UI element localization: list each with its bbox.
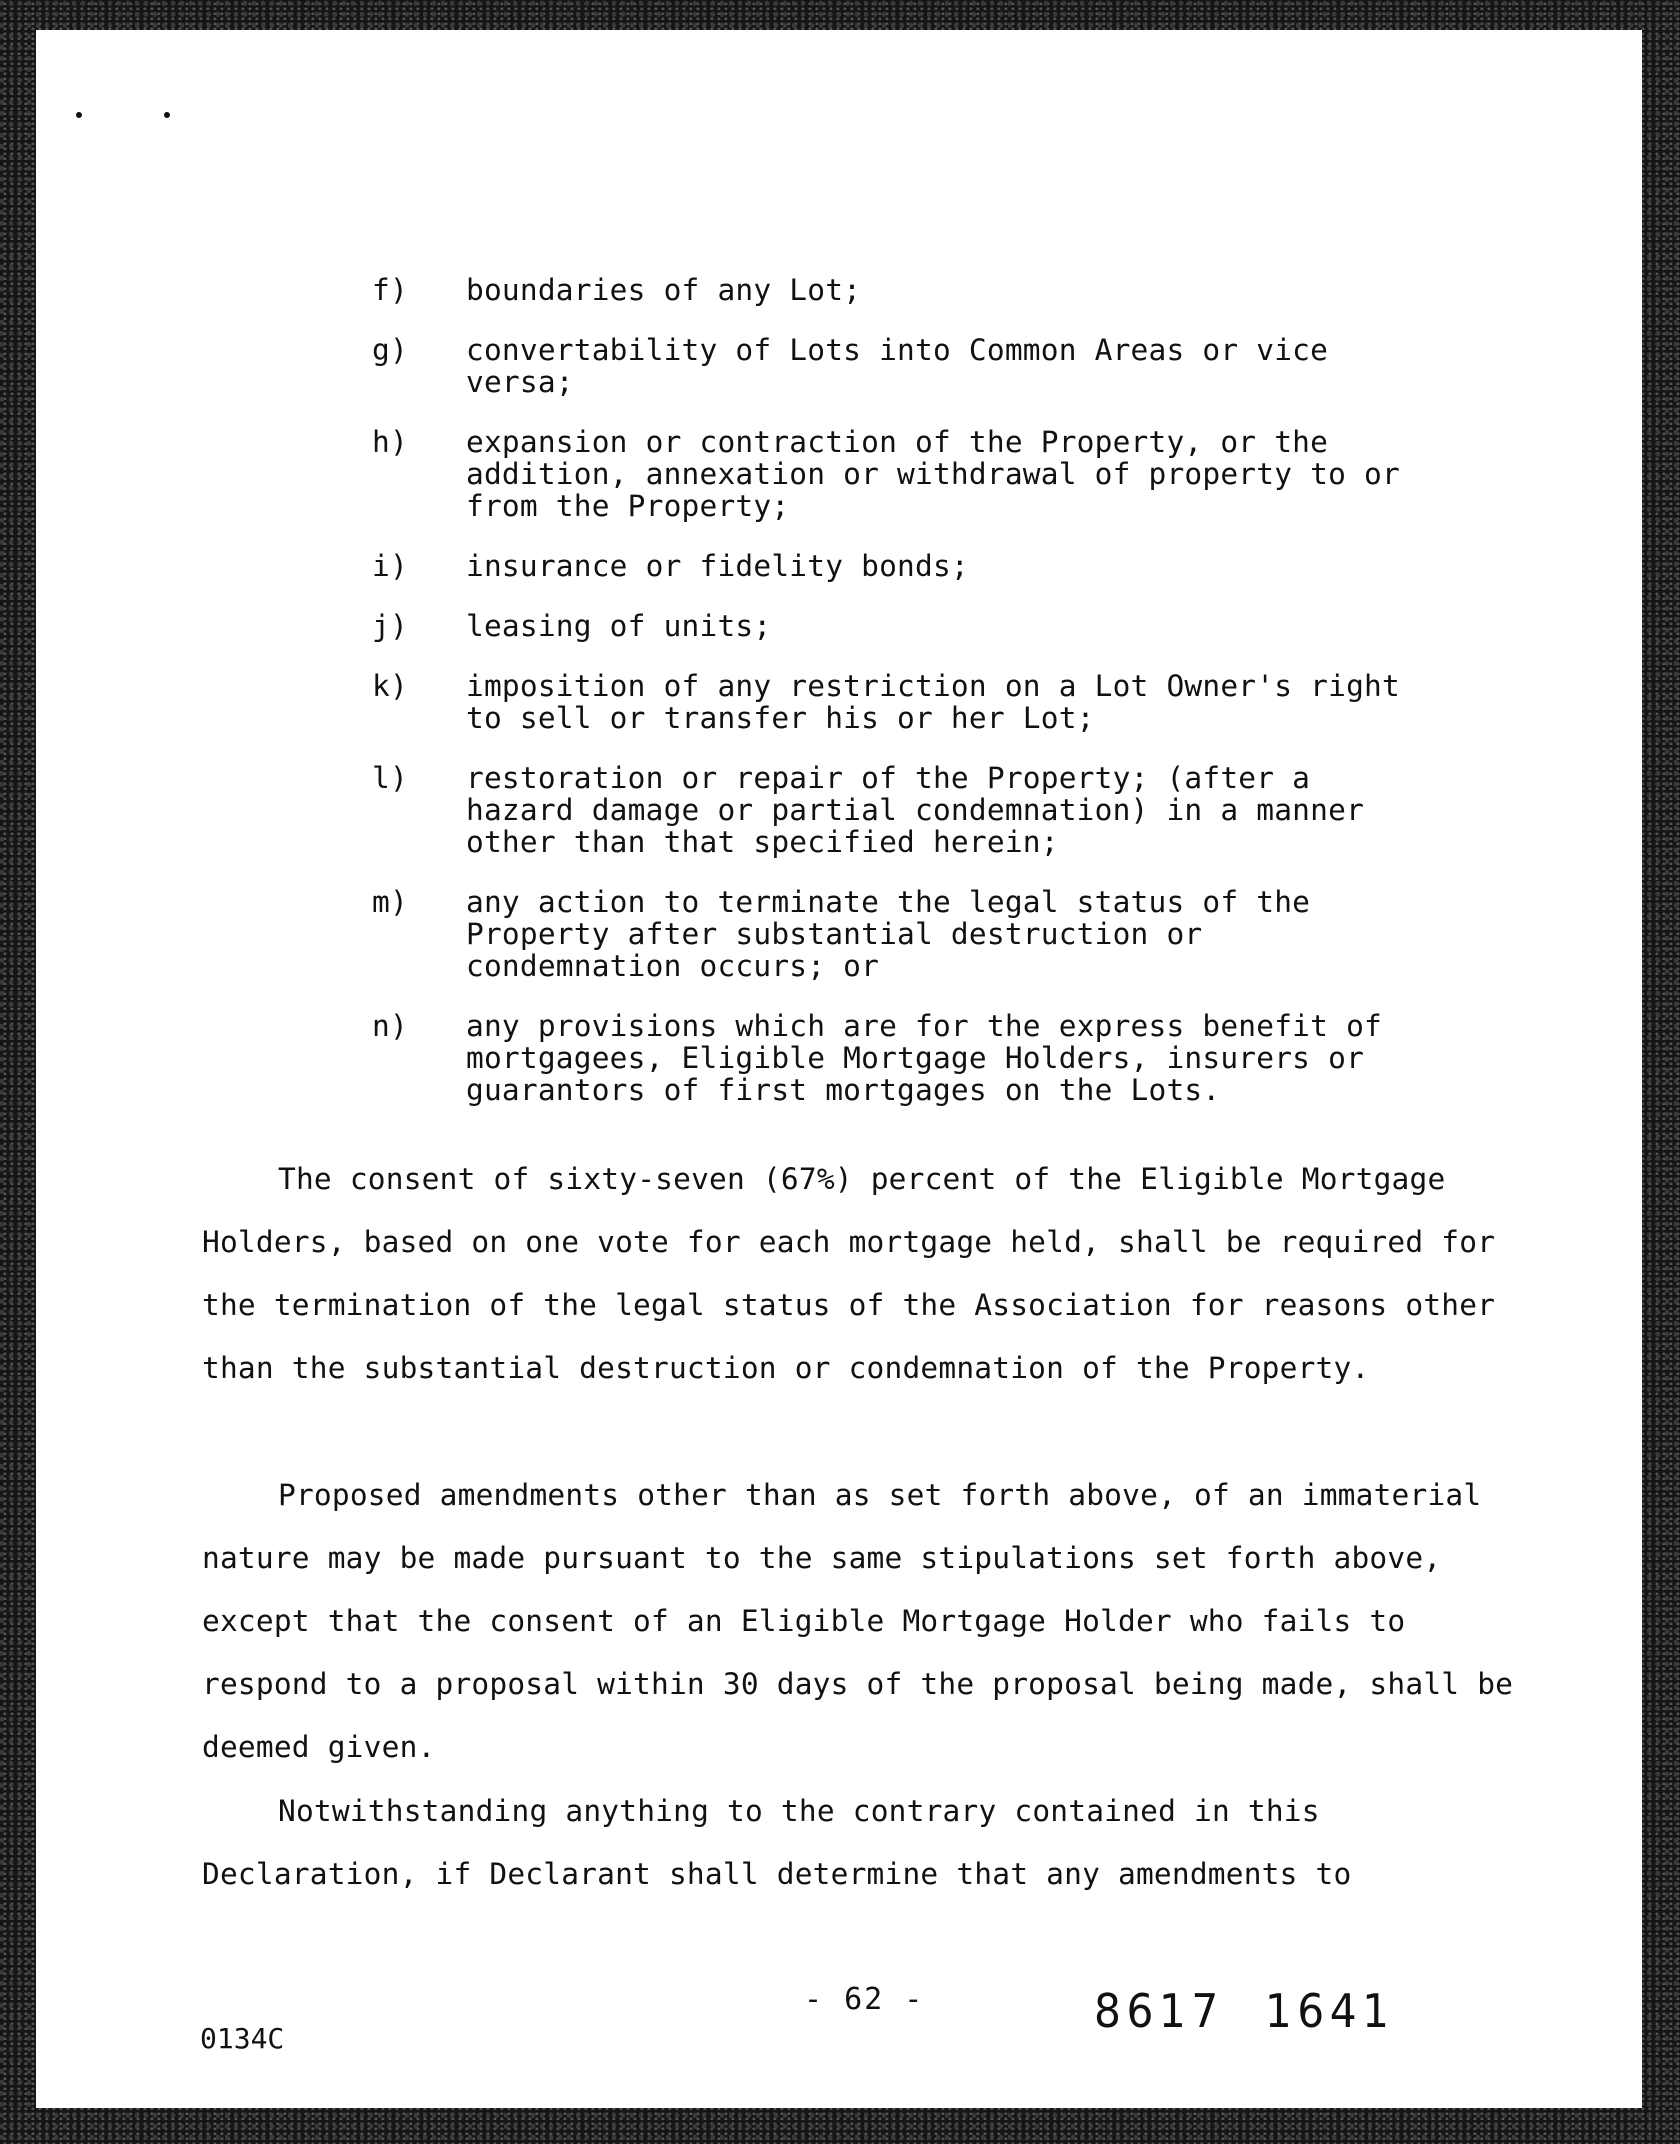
list-item <box>372 762 1532 858</box>
speck-dot <box>164 112 170 118</box>
list-item-letter: l) <box>372 761 408 795</box>
paragraph-consent: The consent of sixty-seven (67%) percent of the Eligible Mortgage Holders, based on one vote for each mortgage held, shall be required for the termination of the legal status of the Association for reasons other than the substantial destruction or condemnation of the Property. <box>202 1162 1496 1385</box>
paragraph-amendments: Proposed amendments other than as set forth above, of an immaterial nature may be made pursuant to the same stipulations set forth above, except that the consent of an Eligible Mortgage Holder who fails to respond to a proposal within 30 days of the proposal being made, shall be deemed given. <box>202 1478 1514 1764</box>
list-item <box>372 334 1532 398</box>
list-item-letter: j) <box>372 609 408 643</box>
list-item-letter: g) <box>372 333 408 367</box>
list-item <box>372 610 1532 642</box>
page-number: - 62 - <box>804 1982 925 2017</box>
list-item <box>372 426 1532 522</box>
list-item <box>372 274 1532 306</box>
list-item-letter: f) <box>372 273 408 307</box>
list-item-text: boundaries of any Lot; <box>466 273 862 307</box>
list-item <box>372 550 1532 582</box>
list-item-letter: k) <box>372 669 408 703</box>
list-item-text: any action to terminate the legal status of the Property after substantial destruction or condemnation occurs; or <box>466 885 1311 983</box>
recording-stamp: 8617 1641 <box>1094 1984 1395 2038</box>
speck-dot <box>76 112 82 118</box>
list-item-text: imposition of any restriction on a Lot Owner's right to sell or transfer his or her Lot; <box>466 669 1400 735</box>
list-item-text: any provisions which are for the express benefit of mortgagees, Eligible Mortgage Holders, insurers or guarantors of first mortgages on the Lots. <box>466 1009 1382 1107</box>
list-item <box>372 1010 1532 1106</box>
list-item <box>372 670 1532 734</box>
list-item-text: leasing of units; <box>466 609 772 643</box>
list-item-text: insurance or fidelity bonds; <box>466 549 969 583</box>
list-item-letter: i) <box>372 549 408 583</box>
amendment-list <box>372 274 1532 1134</box>
list-item-letter: n) <box>372 1009 408 1043</box>
paragraph-notwithstanding: Notwithstanding anything to the contrary contained in this Declaration, if Declarant shall determine that any amendments to <box>202 1794 1352 1891</box>
document-page <box>36 30 1642 2108</box>
list-item-letter: h) <box>372 425 408 459</box>
document-code: 0134C <box>200 2022 285 2055</box>
list-item-letter: m) <box>372 885 408 919</box>
list-item-text: expansion or contraction of the Property, or the addition, annexation or withdrawal of property to or from the Property; <box>466 425 1400 523</box>
list-item-text: restoration or repair of the Property; (after a hazard damage or partial condemnation) in a manner other than that specified herein; <box>466 761 1365 859</box>
list-item <box>372 886 1532 982</box>
list-item-text: convertability of Lots into Common Areas or vice versa; <box>466 333 1329 399</box>
